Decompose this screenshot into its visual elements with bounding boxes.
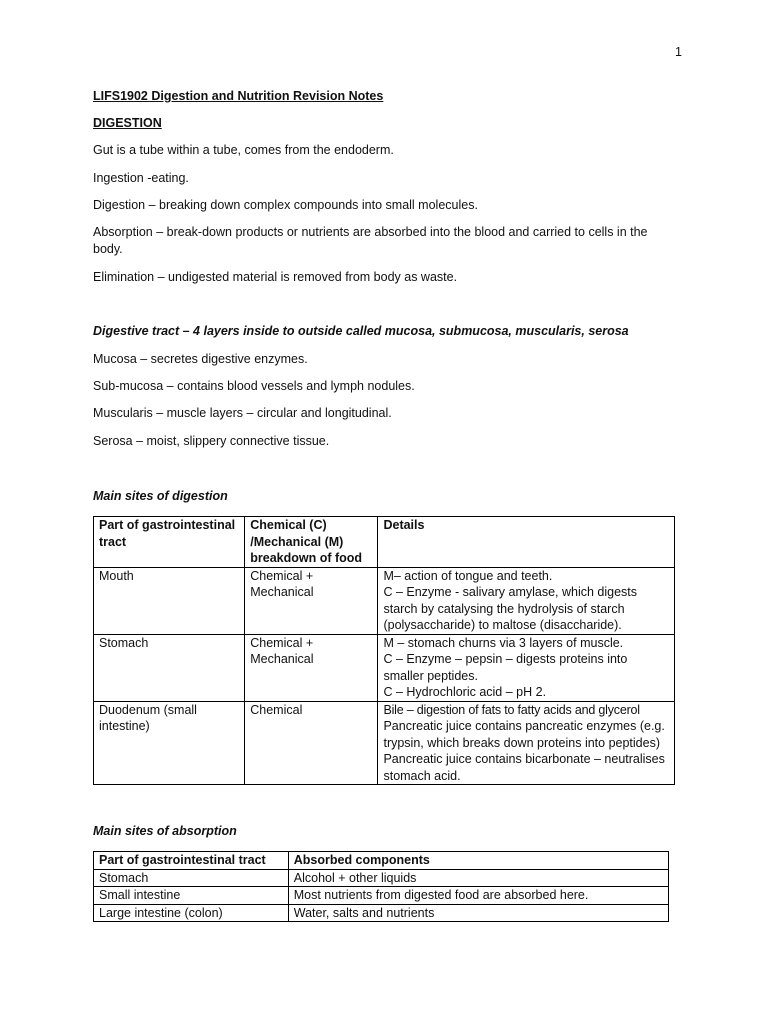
table-row [94,869,669,887]
intro-paragraph: Absorption – break-down products or nutrients are absorbed into the blood and carried to cells in the body. [93,225,648,256]
detail-line: M– action of tongue and teeth. [383,568,553,583]
detail-line: Pancreatic juice contains pancreatic enzymes (e.g. trypsin, which breaks down proteins into peptides) [383,719,665,750]
absorption-sites-heading: Main sites of absorption [93,824,237,838]
detail-line: C – Enzyme - salivary amylase, which digests starch by catalysing the hydrolysis of starch (polysaccharide) to maltose (disaccharide). [383,585,638,632]
intro-paragraph: Elimination – undigested material is removed from body as waste. [93,270,458,284]
column-header: Details [378,517,675,568]
detail-line: Bile – digestion of fats to fatty acids and glycerol [383,702,640,717]
intro-paragraph: Ingestion -eating. [93,171,189,185]
digestive-tract-item: Serosa – moist, slippery connective tissue. [93,434,330,448]
cell-type: Chemical [245,701,378,785]
digestive-tract-item: Muscularis – muscle layers – circular and longitudinal. [93,406,392,420]
intro-paragraph: Gut is a tube within a tube, comes from the endoderm. [93,143,394,157]
detail-line: M – stomach churns via 3 layers of muscle. [383,635,624,650]
intro-paragraph: Digestion – breaking down complex compounds into small molecules. [93,198,478,212]
table-row [94,904,669,922]
cell-details [378,567,675,634]
cell-part: Mouth [94,567,245,634]
column-header: Chemical (C) /Mechanical (M) breakdown of food [245,517,378,568]
cell-components: Water, salts and nutrients [288,904,668,922]
column-header: Part of gastrointestinal tract [94,517,245,568]
table-header-row [94,517,675,568]
digestion-sites-table [93,516,675,785]
cell-part: Small intestine [94,887,289,905]
section-heading-digestion: DIGESTION [93,116,162,130]
column-header: Absorbed components [288,852,668,870]
digestion-sites-heading: Main sites of digestion [93,489,228,503]
digestive-tract-heading: Digestive tract – 4 layers inside to outside called mucosa, submucosa, muscularis, serosa [93,324,629,338]
cell-components: Most nutrients from digested food are absorbed here. [288,887,668,905]
table-row [94,567,675,634]
column-header: Part of gastrointestinal tract [94,852,289,870]
detail-line: C – Hydrochloric acid – pH 2. [383,685,547,699]
cell-details [378,701,675,785]
detail-line: C – Enzyme – pepsin – digests proteins into smaller peptides. [383,652,628,683]
absorption-sites-table [93,851,669,922]
cell-part: Duodenum (small intestine) [94,701,245,785]
table-header-row [94,852,669,870]
cell-part: Large intestine (colon) [94,904,289,922]
table-row [94,701,675,785]
page-number: 1 [675,45,682,59]
cell-details [378,634,675,701]
cell-part: Stomach [94,634,245,701]
digestive-tract-item: Sub-mucosa – contains blood vessels and lymph nodules. [93,379,415,393]
cell-part: Stomach [94,869,289,887]
detail-line: Pancreatic juice contains bicarbonate – neutralises stomach acid. [383,752,665,783]
cell-type: Chemical + Mechanical [245,567,378,634]
document-title: LIFS1902 Digestion and Nutrition Revision Notes [93,89,384,103]
table-row [94,634,675,701]
cell-components: Alcohol + other liquids [288,869,668,887]
digestive-tract-item: Mucosa – secretes digestive enzymes. [93,352,308,366]
cell-type: Chemical + Mechanical [245,634,378,701]
table-row [94,887,669,905]
